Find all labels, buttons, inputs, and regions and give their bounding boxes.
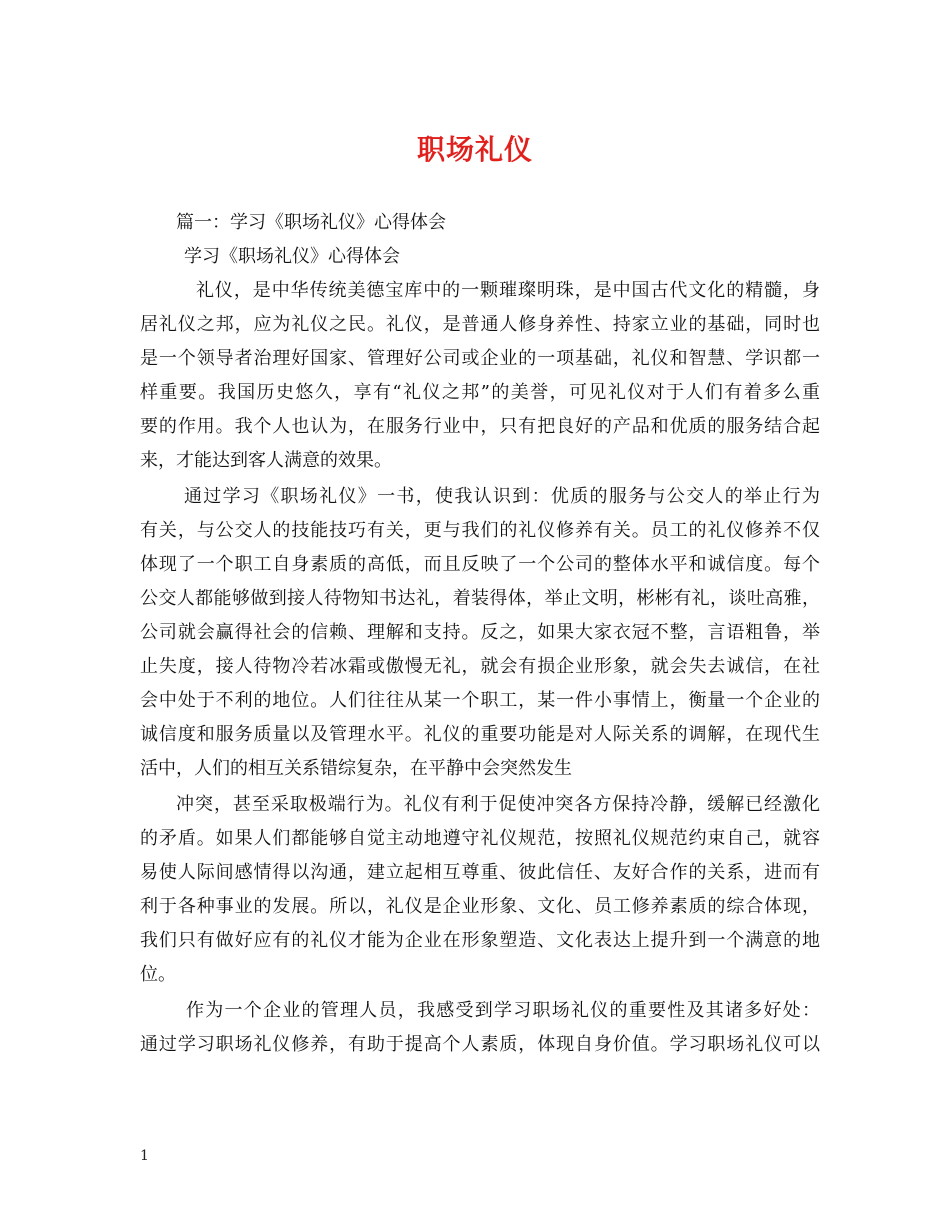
paragraph-line: 样重要。我国历史悠久，享有“礼仪之邦”的美誉，可见礼仪对于人们有着多么重 [140,382,820,403]
paragraph-line: 居礼仪之邦，应为礼仪之民。礼仪，是普通人修身养性、持家立业的基础，同时也 [140,314,820,335]
paragraph-line: 易使人际间感情得以沟通，建立起相互尊重、彼此信任、友好合作的关系，进而有 [140,862,820,883]
paragraph-line: 是一个领导者治理好国家、管理好公司或企业的一项基础，礼仪和智慧、学识都一 [140,348,820,369]
paragraph-line: 学习《职场礼仪》心得体会 [184,246,400,267]
page-number: 1 [140,1148,149,1164]
paragraph-line: 有关，与公交人的技能技巧有关，更与我们的礼仪修养有关。员工的礼仪修养不仅 [140,520,820,541]
paragraph-line: 会中处于不利的地位。人们往往从某一个职工，某一件小事情上，衡量一个企业的 [140,690,820,711]
paragraph-line: 活中，人们的相互关系错综复杂，在平静中会突然发生 [140,758,572,779]
document-title: 职场礼仪 [416,133,533,166]
paragraph-line: 诚信度和服务质量以及管理水平。礼仪的重要功能是对人际关系的调解，在现代生 [140,724,820,745]
paragraph-line: 公交人都能够做到接人待物知书达礼，着装得体，举止文明，彬彬有礼，谈吐高雅， [140,588,820,609]
paragraph-line: 通过学习职场礼仪修养，有助于提高个人素质，体现自身价值。学习职场礼仪可以 [140,1034,820,1055]
paragraph-line: 篇一：学习《职场礼仪》心得体会 [176,212,446,233]
paragraph-line: 我们只有做好应有的礼仪才能为企业在形象塑造、文化表达上提升到一个满意的地 [140,930,820,951]
paragraph-line: 通过学习《职场礼仪》一书，使我认识到：优质的服务与公交人的举止行为 [184,486,820,507]
paragraph-line: 位。 [140,964,176,985]
paragraph-line: 的矛盾。如果人们都能够自觉主动地遵守礼仪规范，按照礼仪规范约束自己，就容 [140,828,820,849]
paragraph-line: 作为一个企业的管理人员，我感受到学习职场礼仪的重要性及其诸多好处： [186,1000,820,1021]
paragraph-line: 冲突，甚至采取极端行为。礼仪有利于促使冲突各方保持冷静，缓解已经激化 [176,794,820,815]
paragraph-line: 来，才能达到客人满意的效果。 [140,450,392,471]
paragraph-line: 止失度，接人待物冷若冰霜或傲慢无礼，就会有损企业形象，就会失去诚信，在社 [140,656,820,677]
paragraph-line: 利于各种事业的发展。所以，礼仪是企业形象、文化、员工修养素质的综合体现， [140,896,820,917]
paragraph-line: 体现了一个职工自身素质的高低，而且反映了一个公司的整体水平和诚信度。每个 [140,554,820,575]
paragraph-line: 公司就会赢得社会的信赖、理解和支持。反之，如果大家衣冠不整，言语粗鲁，举 [140,622,820,643]
paragraph-line: 礼仪，是中华传统美德宝库中的一颗璀璨明珠，是中国古代文化的精髓，身 [196,280,820,301]
paragraph-line: 要的作用。我个人也认为，在服务行业中，只有把良好的产品和优质的服务结合起 [140,416,820,437]
